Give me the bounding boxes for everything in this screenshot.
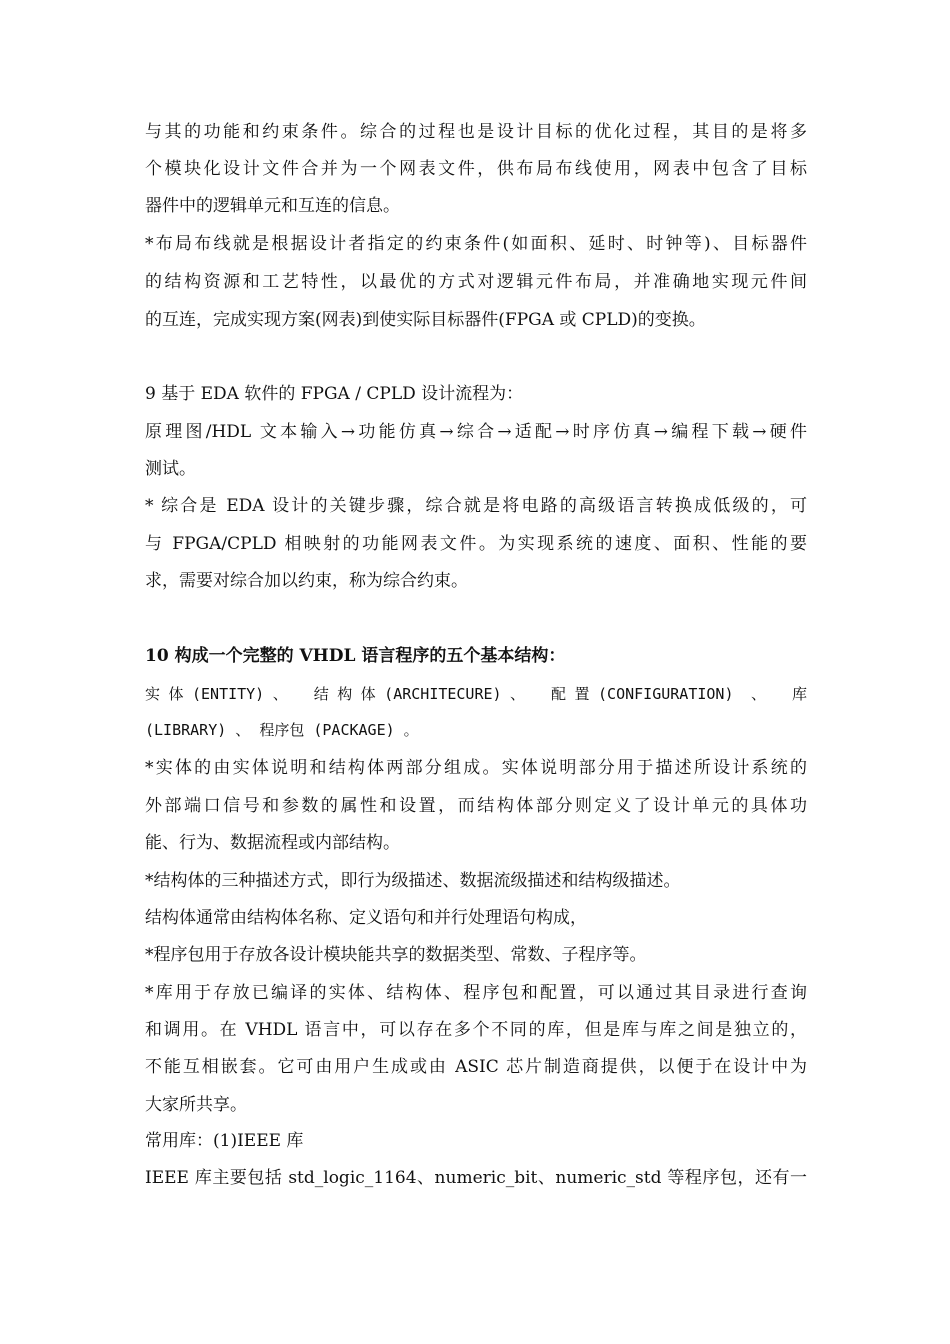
text-line: 结构体通常由结构体名称、定义语句和并行处理语句构成， [145, 908, 587, 928]
text-line: 的互连，完成实现方案(网表)到使实际目标器件(FPGA 或 CPLD)的变换。 [145, 310, 706, 330]
text-line: 与其的功能和约束条件。综合的过程也是设计目标的优化过程，其目的是将多 [145, 122, 807, 142]
text-line: 器件中的逻辑单元和互连的信息。 [145, 196, 400, 216]
text-line: *结构体的三种描述方式，即行为级描述、数据流级描述和结构级描述。 [145, 871, 681, 891]
text-line: *库用于存放已编译的实体、结构体、程序包和配置，可以通过其目录进行查询 [145, 983, 807, 1003]
text-line: 不能互相嵌套。它可由用户生成或由 ASIC 芯片制造商提供，以便于在设计中为 [145, 1057, 807, 1077]
text-line: 能、行为、数据流程或内部结构。 [145, 833, 400, 853]
text-line: 个模块化设计文件合并为一个网表文件，供布局布线使用，网表中包含了目标 [145, 159, 807, 179]
text-line: 外部端口信号和参数的属性和设置，而结构体部分则定义了设计单元的具体功 [145, 796, 807, 816]
text-line: 测试。 [145, 459, 196, 479]
text-line: 求，需要对综合加以约束，称为综合约束。 [145, 571, 468, 591]
section-heading: 9 基于 EDA 软件的 FPGA / CPLD 设计流程为： [145, 384, 524, 404]
text-line: 与 FPGA/CPLD 相映射的功能网表文件。为实现系统的速度、面积、性能的要 [145, 534, 807, 554]
text-line: 常用库：(1)IEEE 库 [145, 1131, 304, 1151]
section-heading: 10 构成一个完整的 VHDL 语言程序的五个基本结构： [145, 646, 566, 666]
text-line: (LIBRARY) 、 程序包 (PACKAGE) 。 [145, 721, 419, 739]
text-line: 的结构资源和工艺特性，以最优的方式对逻辑元件布局，并准确地实现元件间 [145, 272, 807, 292]
text-line: *实体的由实体说明和结构体两部分组成。实体说明部分用于描述所设计系统的 [145, 758, 807, 778]
text-line: 大家所共享。 [145, 1095, 247, 1115]
text-line: * 综合是 EDA 设计的关键步骤，综合就是将电路的高级语言转换成低级的，可 [145, 496, 807, 516]
text-line: 和调用。在 VHDL 语言中，可以存在多个不同的库，但是库与库之间是独立的， [145, 1020, 807, 1040]
text-line: *程序包用于存放各设计模块能共享的数据类型、常数、子程序等。 [145, 945, 647, 965]
text-line: 实体(ENTITY)、 结构体(ARCHITECURE)、 配置(CONFIGURATION) 、 库 [145, 685, 807, 703]
text-line: *布局布线就是根据设计者指定的约束条件(如面积、延时、时钟等)、目标器件 [145, 234, 807, 254]
text-line: IEEE 库主要包括 std_logic_1164、numeric_bit、numeric_std 等程序包，还有一 [145, 1168, 807, 1188]
text-line: 原理图/HDL 文本输入→功能仿真→综合→适配→时序仿真→编程下载→硬件 [145, 422, 807, 442]
